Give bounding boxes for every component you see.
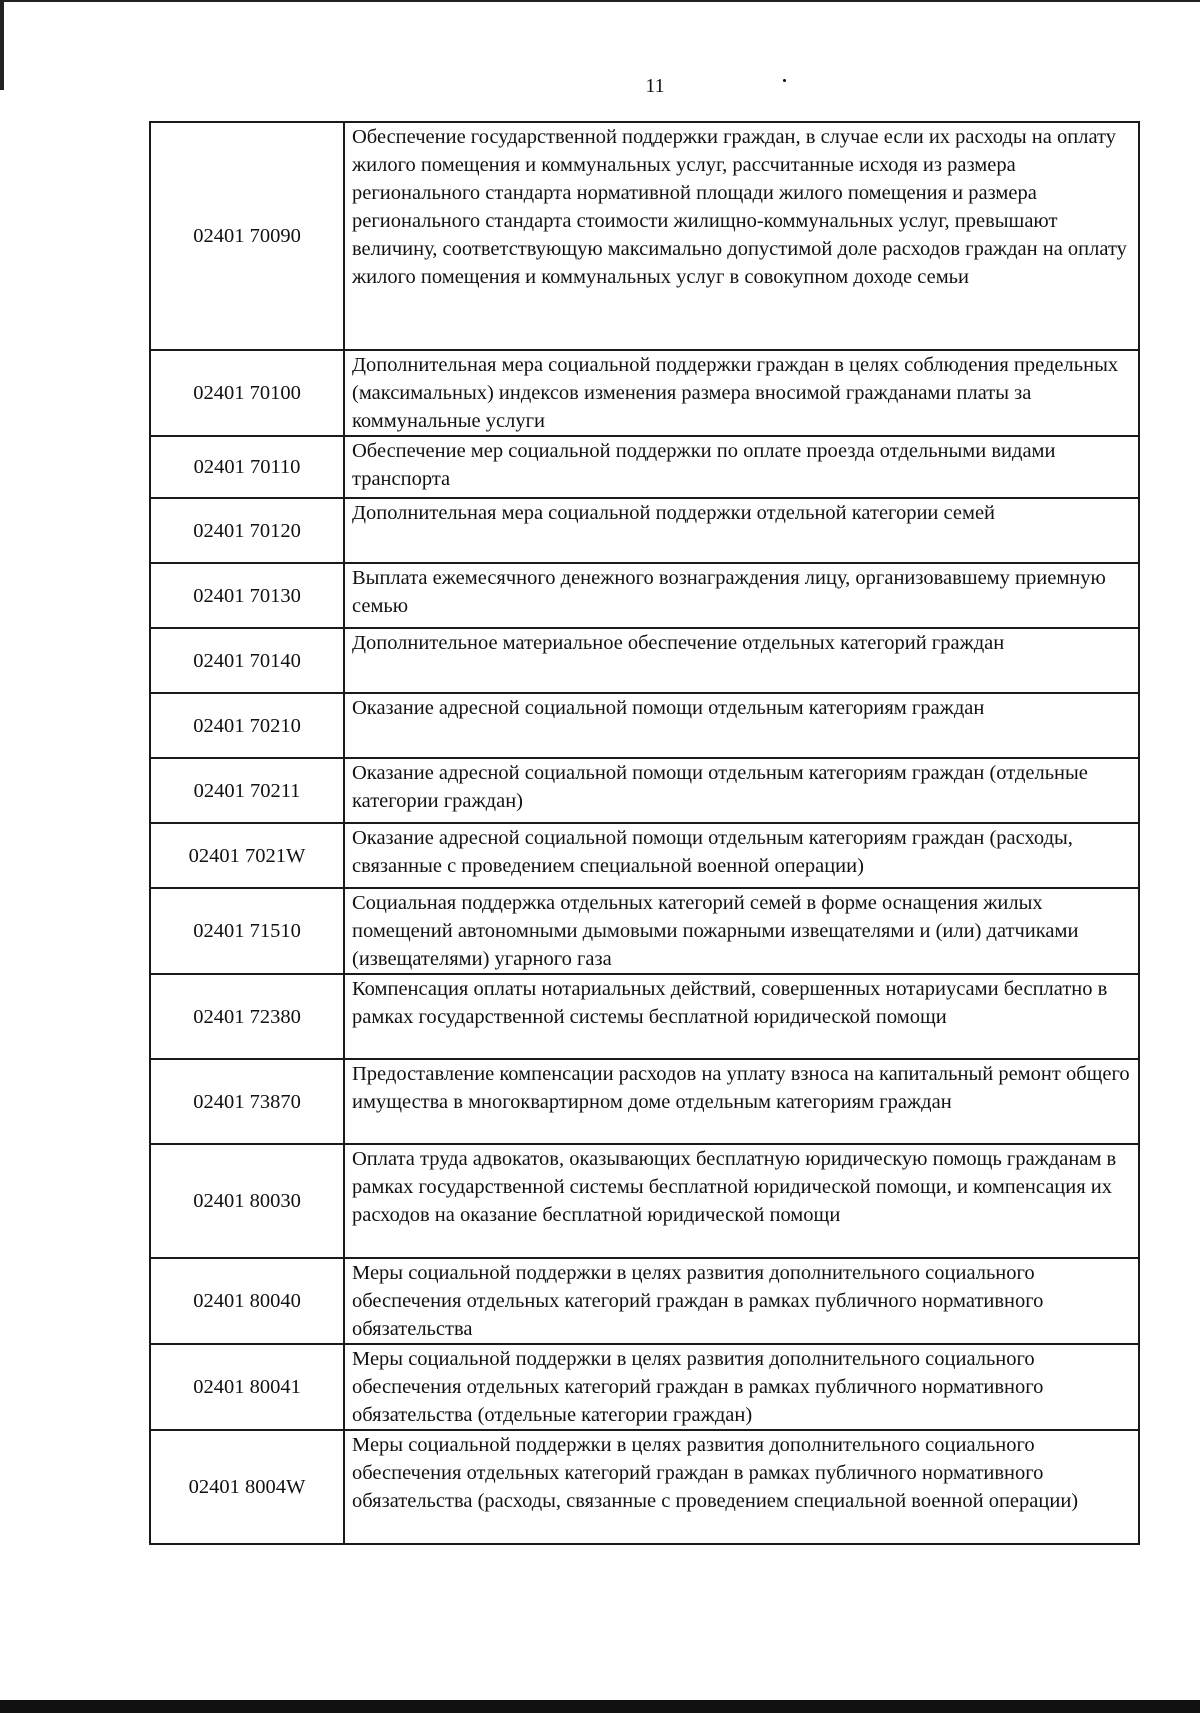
code-cell: 02401 71510 <box>150 888 344 974</box>
code-cell: 02401 80040 <box>150 1258 344 1344</box>
code-cell: 02401 70100 <box>150 350 344 436</box>
table-row <box>150 823 1139 888</box>
code-cell: 02401 80030 <box>150 1144 344 1258</box>
description-cell: Меры социальной поддержки в целях развития дополнительного социального обеспечения отдельных категорий граждан в рамках публичного нормативного обязательства (расходы, связанные с проведением специальной военной операции) <box>344 1430 1139 1544</box>
description-cell: Выплата ежемесячного денежного вознаграждения лицу, организовавшему приемную семью <box>344 563 1139 628</box>
description-cell: Обеспечение государственной поддержки граждан, в случае если их расходы на оплату жилого помещения и коммунальных услуг, рассчитанные исходя из размера регионального стандарта нормативной площади жилого помещения и размера регионального стандарта стоимости жилищно-коммунальных услуг, превышают величину, соответствующую максимально допустимой доле расходов граждан на оплату жилого помещения и коммунальных услуг в совокупном доходе семьи <box>344 122 1139 350</box>
code-cell: 02401 73870 <box>150 1059 344 1144</box>
code-cell: 02401 80041 <box>150 1344 344 1430</box>
code-cell: 02401 70090 <box>150 122 344 350</box>
description-cell: Меры социальной поддержки в целях развития дополнительного социального обеспечения отдельных категорий граждан в рамках публичного нормативного обязательства <box>344 1258 1139 1344</box>
budget-classification-table <box>149 121 1140 1545</box>
table-row <box>150 436 1139 498</box>
description-cell: Социальная поддержка отдельных категорий семей в форме оснащения жилых помещений автономными дымовыми пожарными извещателями и (или) датчиками (извещателями) угарного газа <box>344 888 1139 974</box>
code-cell: 02401 72380 <box>150 974 344 1059</box>
table-row <box>150 498 1139 563</box>
table-row <box>150 1144 1139 1258</box>
table-row <box>150 888 1139 974</box>
table-row <box>150 1344 1139 1430</box>
description-cell: Меры социальной поддержки в целях развития дополнительного социального обеспечения отдельных категорий граждан в рамках публичного нормативного обязательства (отдельные категории граждан) <box>344 1344 1139 1430</box>
table-row <box>150 563 1139 628</box>
table-row <box>150 1258 1139 1344</box>
table-row <box>150 122 1139 350</box>
table-row <box>150 350 1139 436</box>
description-cell: Компенсация оплаты нотариальных действий, совершенных нотариусами бесплатно в рамках государственной системы бесплатной юридической помощи <box>344 974 1139 1059</box>
table-row <box>150 628 1139 693</box>
code-cell: 02401 70120 <box>150 498 344 563</box>
scan-edge-top <box>0 0 1200 2</box>
table-row <box>150 758 1139 823</box>
table-row <box>150 974 1139 1059</box>
table-row <box>150 693 1139 758</box>
table-row <box>150 1059 1139 1144</box>
scan-edge-bottom <box>0 1700 1200 1713</box>
code-cell: 02401 7021W <box>150 823 344 888</box>
page-number: 11 <box>645 75 665 97</box>
description-cell: Дополнительное материальное обеспечение отдельных категорий граждан <box>344 628 1139 693</box>
description-cell: Предоставление компенсации расходов на уплату взноса на капитальный ремонт общего имущества в многоквартирном доме отдельным категориям граждан <box>344 1059 1139 1144</box>
description-cell: Дополнительная мера социальной поддержки граждан в целях соблюдения предельных (максимальных) индексов изменения размера вносимой гражданами платы за коммунальные услуги <box>344 350 1139 436</box>
code-cell: 02401 70110 <box>150 436 344 498</box>
description-cell: Дополнительная мера социальной поддержки отдельной категории семей <box>344 498 1139 563</box>
code-cell: 02401 70140 <box>150 628 344 693</box>
code-cell: 02401 70210 <box>150 693 344 758</box>
description-cell: Оказание адресной социальной помощи отдельным категориям граждан (отдельные категории граждан) <box>344 758 1139 823</box>
code-cell: 02401 8004W <box>150 1430 344 1544</box>
description-cell: Обеспечение мер социальной поддержки по оплате проезда отдельными видами транспорта <box>344 436 1139 498</box>
code-cell: 02401 70130 <box>150 563 344 628</box>
description-cell: Оплата труда адвокатов, оказывающих бесплатную юридическую помощь гражданам в рамках государственной системы бесплатной юридической помощи, и компенсация их расходов на оказание бесплатной юридической помощи <box>344 1144 1139 1258</box>
description-cell: Оказание адресной социальной помощи отдельным категориям граждан <box>344 693 1139 758</box>
code-cell: 02401 70211 <box>150 758 344 823</box>
description-cell: Оказание адресной социальной помощи отдельным категориям граждан (расходы, связанные с проведением специальной военной операции) <box>344 823 1139 888</box>
table-row <box>150 1430 1139 1544</box>
